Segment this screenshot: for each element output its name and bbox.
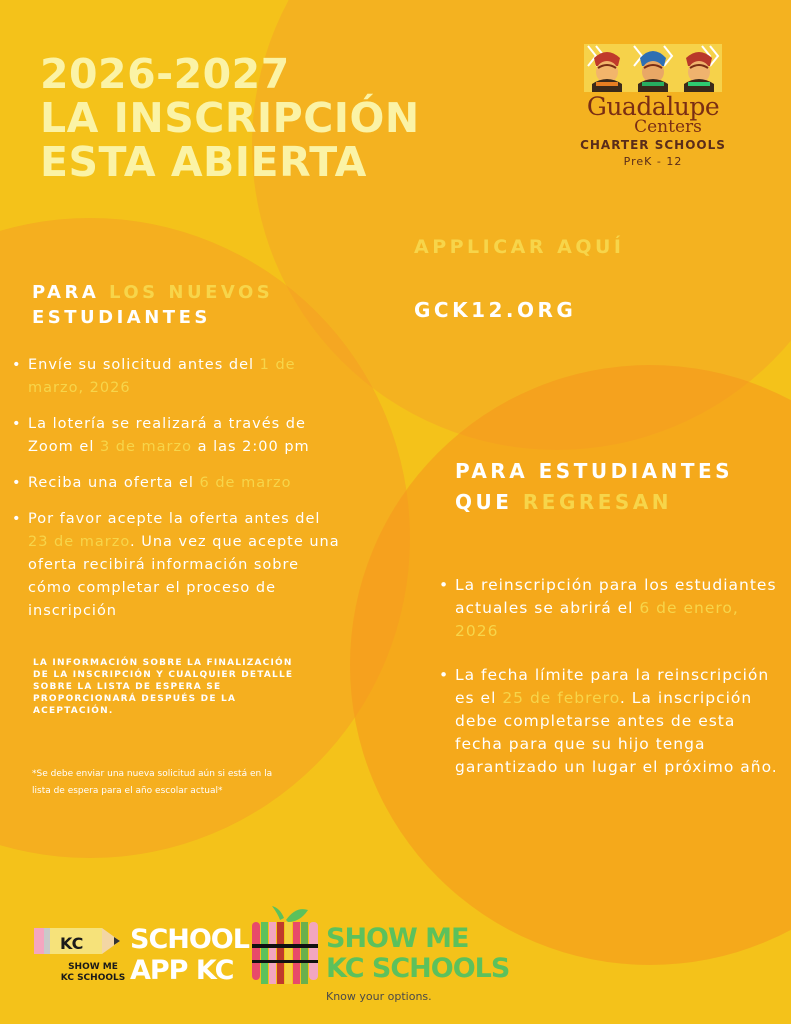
item-text: Envíe su solicitud antes del — [28, 357, 260, 373]
new-students-title — [32, 280, 332, 330]
list-item — [437, 664, 783, 779]
pencil-icon — [34, 924, 122, 958]
school-app-small-text — [58, 962, 128, 984]
list-item — [10, 413, 340, 459]
new-students-title-highlight: LOS NUEVOS — [109, 282, 274, 303]
returning-students-title — [455, 456, 775, 518]
returning-title-line-1: PARA ESTUDIANTES — [455, 459, 734, 483]
list-item — [10, 472, 340, 495]
item-date: 3 de marzo — [99, 439, 192, 455]
school-app-kc-logo — [34, 920, 249, 990]
small-line-1: SHOW ME — [68, 962, 118, 972]
list-item — [10, 508, 340, 623]
new-students-title-suffix: ESTUDIANTES — [32, 307, 211, 328]
logo-sub: Centers — [634, 117, 702, 137]
returning-students-list — [437, 574, 783, 800]
new-students-title-prefix: PARA — [32, 282, 110, 303]
mask-icon — [676, 44, 722, 92]
apply-here-label: APPLICAR AQUÍ — [414, 236, 625, 258]
enrollment-info-note: LA INFORMACIÓN SOBRE LA FINALIZACIÓN DE LA INSCRIPCIÓN Y CUALQUIER DETALLE SOBRE LA LISTA DE ESPERA SE PROPORCIONARÁ DESPUÉS DE LA ACEPTACIÓN. — [33, 658, 294, 716]
headline-line-2: LA INSCRIPCIÓN — [40, 94, 420, 142]
show-me-title — [326, 924, 509, 984]
show-me-line-2: KC SCHOOLS — [326, 953, 510, 984]
show-me-tagline: Know your options. — [326, 990, 432, 1003]
page-title — [40, 52, 480, 184]
guadalupe-masks-icon — [568, 44, 738, 92]
show-me-line-1: SHOW ME — [326, 923, 469, 954]
headline-line-3: ESTA ABIERTA — [40, 138, 367, 186]
apply-url-link[interactable]: GCK12.ORG — [414, 298, 577, 322]
school-app-title — [130, 924, 249, 986]
list-item — [437, 574, 783, 643]
logo-charter-schools: CHARTER SCHOOLS — [580, 138, 726, 152]
logo-name: Guadalupe — [586, 92, 720, 121]
item-text-after: a las 2:00 pm — [192, 439, 310, 455]
item-date: 1 de marzo, 2026 — [28, 357, 296, 396]
school-app-badge: KC — [60, 934, 84, 953]
item-date: 25 de febrero — [502, 689, 620, 707]
returning-title-prefix: QUE — [455, 490, 523, 514]
item-text: Por favor acepte la oferta antes del — [28, 511, 321, 527]
item-text-after: . Una vez que acepte una oferta recibirá información sobre cómo completar el proceso de inscripción — [28, 534, 340, 619]
item-text: La reinscripción para los estudiantes actuales se abrirá el — [455, 576, 777, 617]
guadalupe-centers-logo — [568, 44, 738, 168]
returning-title-highlight: REGRESAN — [522, 490, 673, 514]
item-text: Reciba una oferta el — [28, 475, 200, 491]
mask-icon — [630, 44, 676, 92]
item-text-after: . La inscripción debe completarse antes de esta fecha para que su hijo tenga garantizado un lugar el próximo año. — [455, 689, 778, 776]
show-me-kc-schools-logo — [250, 904, 510, 1004]
logo-grades: PreK - 12 — [623, 155, 683, 168]
item-date: 6 de marzo — [199, 475, 292, 491]
apple-icon — [250, 904, 322, 986]
school-app-line-1: SCHOOL — [130, 924, 249, 955]
list-item — [10, 354, 340, 400]
headline-year: 2026-2027 — [40, 50, 290, 98]
mask-icon — [584, 44, 630, 92]
small-line-2: KC SCHOOLS — [60, 973, 126, 983]
item-date: 6 de enero, 2026 — [455, 599, 739, 640]
item-text: La lotería se realizará a través de Zoom el — [28, 416, 306, 455]
item-date: 23 de marzo — [28, 534, 130, 550]
new-students-list — [10, 354, 340, 636]
waitlist-note: *Se debe enviar una nueva solicitud aún si está en la lista de espera para el año escolar actual* — [32, 769, 273, 796]
item-text: La fecha límite para la reinscripción es el — [455, 666, 770, 707]
school-app-line-2: APP KC — [130, 955, 234, 986]
